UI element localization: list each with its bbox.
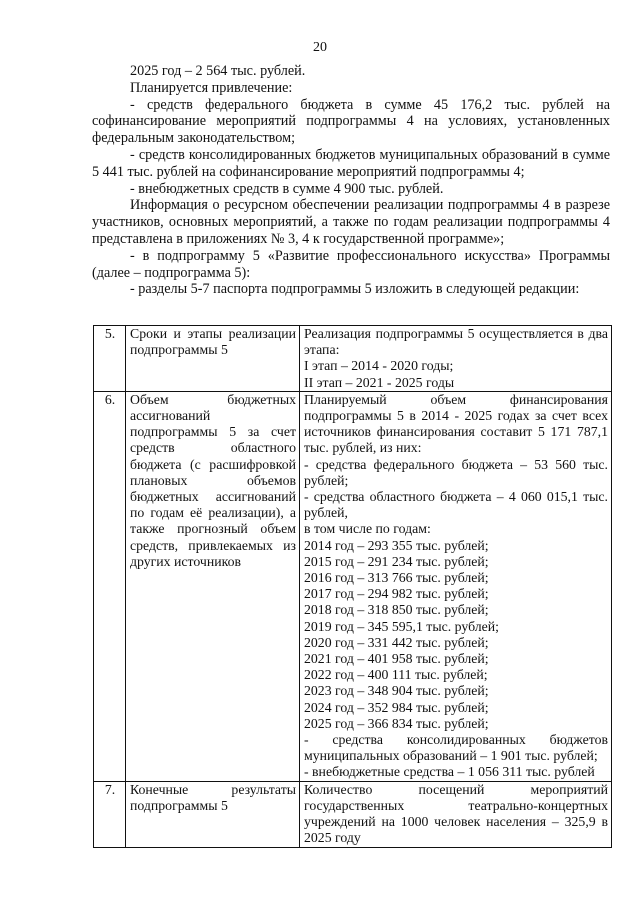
paragraph: - разделы 5-7 паспорта подпрограммы 5 изложить в следующей редакции: xyxy=(130,281,580,298)
paragraph: Планируется привлечение: xyxy=(130,79,293,96)
content-line: 2022 год – 400 111 тыс. рублей; xyxy=(304,667,488,683)
content-line: 2025 год – 366 834 тыс. рублей; xyxy=(304,715,489,731)
page-number: 20 xyxy=(313,40,327,55)
content-line: Количество посещений мероприятий государственных театрально-концертных учреждений на 1000 человек населения – 325,9 в 2025 году xyxy=(304,781,608,846)
content-line: II этап – 2021 - 2025 годы xyxy=(304,374,455,390)
content-line: - средства консолидированных бюджетов муниципальных образований – 1 901 тыс. рублей; xyxy=(304,732,608,764)
table-row xyxy=(94,326,612,392)
content-line: в том числе по годам: xyxy=(304,521,431,537)
content-line: 2019 год – 345 595,1 тыс. рублей; xyxy=(304,618,499,634)
content-line: 2024 год – 352 984 тыс. рублей; xyxy=(304,699,489,715)
content-line: 2020 год – 331 442 тыс. рублей; xyxy=(304,634,489,650)
content-line: I этап – 2014 - 2020 годы; xyxy=(304,358,454,374)
row-label: Сроки и этапы реализации подпрограммы 5 xyxy=(126,326,300,392)
paragraph: - внебюджетных средств в сумме 4 900 тыс. рублей. xyxy=(130,180,444,197)
paragraph: - в подпрограмму 5 «Развитие профессионального искусства» Программы (далее – подпрограмма 5): xyxy=(92,247,610,281)
content-line: - средства федерального бюджета – 53 560 тыс. рублей; xyxy=(304,456,608,488)
row-content xyxy=(300,326,612,392)
content-line: 2015 год – 291 234 тыс. рублей; xyxy=(304,553,489,569)
content-line: Планируемый объем финансирования подпрограммы 5 в 2014 - 2025 годах за счет всех источников финансирования составит 5 171 787,1 тыс. рублей, из них: xyxy=(304,391,608,456)
row-number: 7. xyxy=(94,781,126,847)
content-line: 2023 год – 348 904 тыс. рублей; xyxy=(304,683,489,699)
paragraph: - средств консолидированных бюджетов муниципальных образований в сумме 5 441 тыс. рублей на софинансирование мероприятий подпрограммы 4; xyxy=(92,146,610,180)
content-line: 2021 год – 401 958 тыс. рублей; xyxy=(304,651,489,667)
content-line: - средства областного бюджета – 4 060 015,1 тыс. рублей, xyxy=(304,489,608,521)
row-content xyxy=(300,391,612,781)
row-label: Объем бюджетных ассигнований подпрограммы 5 за счет средств областного бюджета (с расшифровкой плановых объемов бюджетных ассигнований по годам её реализации), а также прогнозный объем средств, привлекаемых из других источников xyxy=(126,391,300,781)
row-content xyxy=(300,781,612,847)
paragraph: Информация о ресурсном обеспечении реализации подпрограммы 4 в разрезе участников, основных мероприятий, а также по годам реализации подпрограммы 4 представлена в приложениях № 3, 4 к государственной программе»; xyxy=(92,197,610,247)
row-number: 5. xyxy=(94,326,126,392)
passport-table xyxy=(93,325,612,848)
paragraph: 2025 год – 2 564 тыс. рублей. xyxy=(130,63,306,79)
table-row xyxy=(94,391,612,781)
content-line: 2017 год – 294 982 тыс. рублей; xyxy=(304,586,489,602)
body-text xyxy=(92,63,610,298)
row-label: Конечные результаты подпрограммы 5 xyxy=(126,781,300,847)
content-line: 2014 год – 293 355 тыс. рублей; xyxy=(304,537,489,553)
table-row xyxy=(94,781,612,847)
content-line: 2018 год – 318 850 тыс. рублей; xyxy=(304,602,489,618)
content-line: Реализация подпрограммы 5 осуществляется в два этапа: xyxy=(304,326,608,358)
content-line: - внебюджетные средства – 1 056 311 тыс. рублей xyxy=(304,764,595,780)
row-number: 6. xyxy=(94,391,126,781)
paragraph: - средств федерального бюджета в сумме 45 176,2 тыс. рублей на софинансирование мероприятий подпрограммы 4 на условиях, установленных федеральным законодательством; xyxy=(92,96,610,147)
content-line: 2016 год – 313 766 тыс. рублей; xyxy=(304,570,489,586)
